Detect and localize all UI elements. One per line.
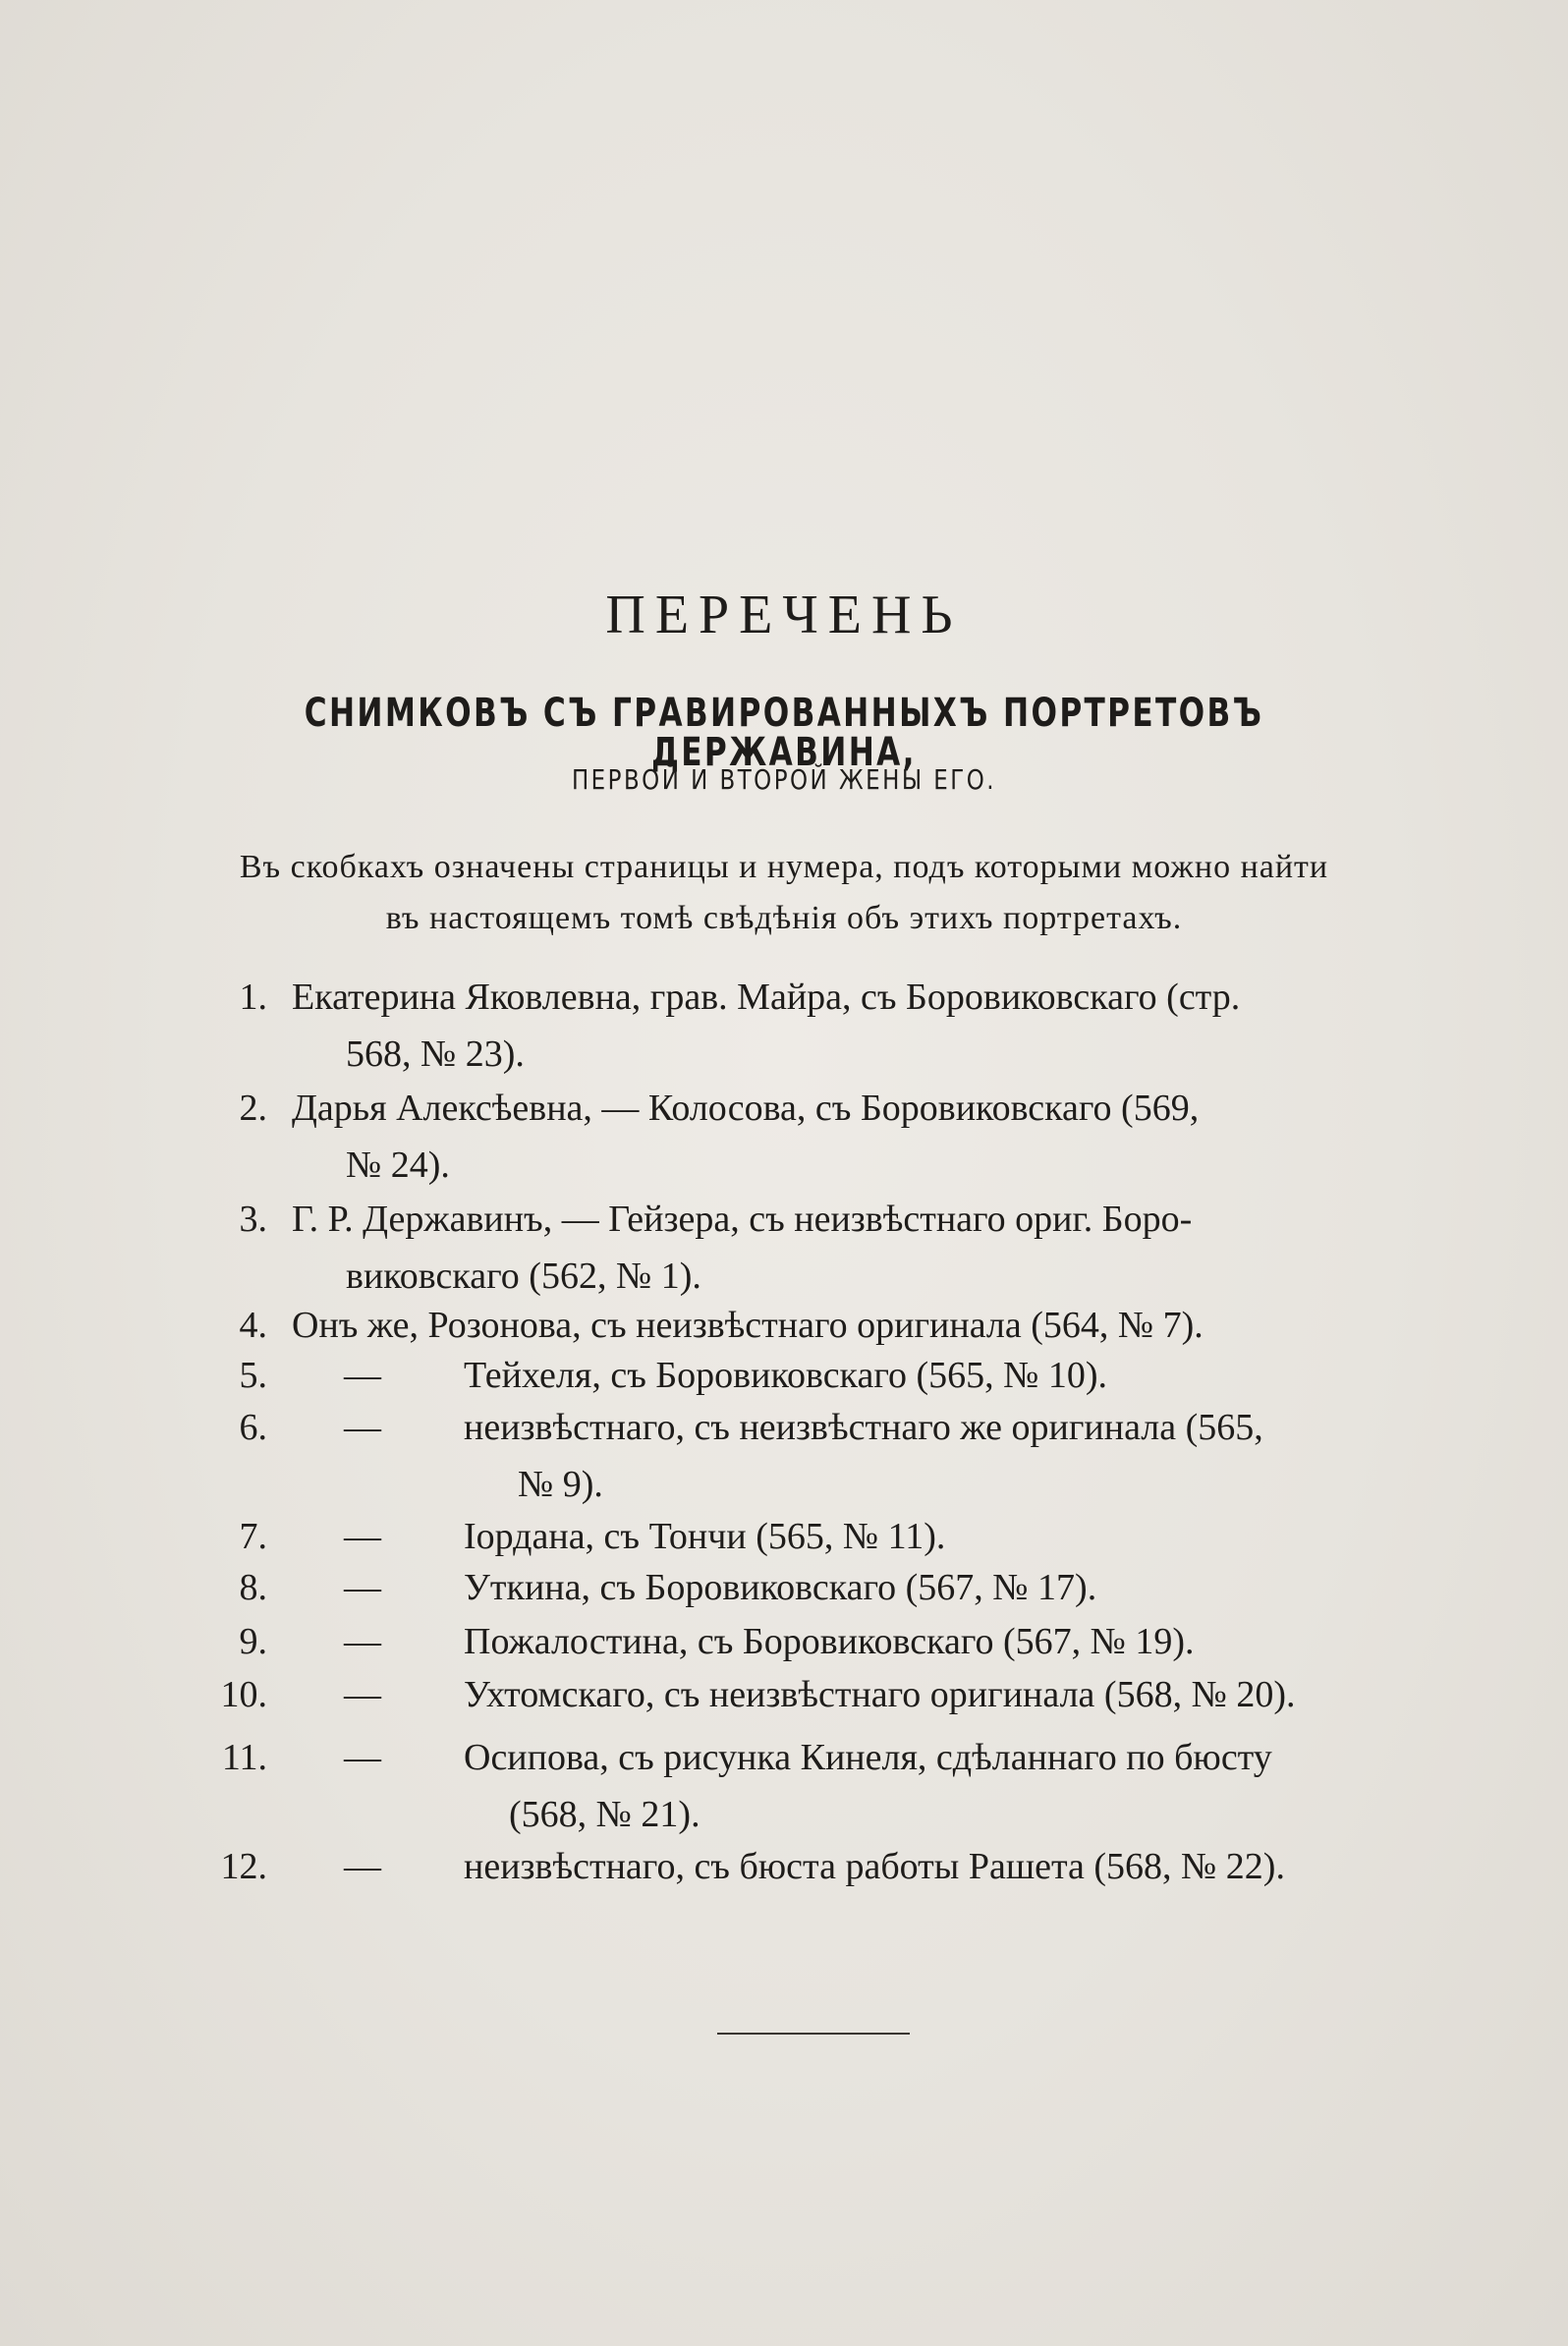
ditto-mark: — [344,1355,381,1396]
entry-number: 11. [221,1737,267,1778]
ditto-mark: — [344,1737,381,1778]
ditto-mark: — [344,1674,381,1715]
entry-number: 12. [220,1846,267,1887]
entry-text-line: Осипова, съ рисунка Кинеля, сдѣланнаго по бюсту [464,1737,1272,1778]
entry-text-line: (568, № 21). [509,1794,700,1835]
entry-number: 7. [239,1516,267,1557]
subtitle-line-1: СНИМКОВЪ СЪ ГРАВИРОВАННЫХЪ ПОРТРЕТОВЪ ДЕРЖАВИНА, [304,691,1264,775]
list-item [0,1399,1568,1517]
entry-text-line: неизвѣстнаго, съ неизвѣстнаго же оригинала (565, [464,1407,1263,1448]
list-item [0,1838,1568,1897]
subtitle-line-2: ПЕРВОЙ И ВТОРОЙ ЖЕНЫ ЕГО. [571,763,997,796]
entry-number: 3. [239,1199,267,1240]
entry-number: 6. [239,1407,267,1448]
ditto-mark: — [344,1516,381,1557]
entry-number: 9. [239,1621,267,1662]
entry-text-line: № 24). [346,1145,450,1186]
explanatory-note [0,842,1568,944]
entry-text-line: Екатерина Яковлевна, грав. Майра, съ Боровиковскаго (стр. [292,977,1241,1018]
list-item [0,1559,1568,1618]
entry-text-line: виковскаго (562, № 1). [346,1256,701,1297]
ditto-mark: — [344,1567,381,1608]
entry-text-line: Онъ же, Розонова, съ неизвѣстнаго оригинала (564, № 7). [292,1305,1204,1346]
entry-text-line: 568, № 23). [346,1033,525,1075]
entry-text-line: Уткина, съ Боровиковскаго (567, № 17). [464,1567,1097,1608]
ditto-mark: — [344,1621,381,1662]
ditto-mark: — [344,1846,381,1887]
entry-number: 8. [239,1567,267,1608]
list-item [0,1347,1568,1406]
entry-number: 1. [239,977,267,1018]
entry-text-line: Іордана, съ Тончи (565, № 11). [464,1516,946,1557]
entry-text-line: Ухтомскаго, съ неизвѣстнаго оригинала (568, № 20). [464,1674,1296,1715]
list-item [0,1666,1568,1725]
list-item [0,1508,1568,1567]
entry-text-line: Тейхеля, съ Боровиковскаго (565, № 10). [464,1355,1108,1396]
page-title: ПЕРЕЧЕНЬ [605,585,963,645]
list-item [0,1080,1568,1198]
list-item [0,969,1568,1087]
entry-text-line: неизвѣстнаго, съ бюста работы Рашета (568, № 22). [464,1846,1285,1887]
ditto-mark: — [344,1407,381,1448]
entry-number: 2. [239,1088,267,1129]
list-item [0,1729,1568,1847]
note-line-1: Въ скобкахъ означены страницы и нумера, подъ которыми можно найти [239,849,1329,885]
entry-number: 10. [220,1674,267,1715]
list-item [0,1613,1568,1672]
closing-rule [717,2033,910,2035]
entry-text-line: Г. Р. Державинъ, — Гейзера, съ неизвѣстнаго ориг. Боро- [292,1199,1193,1240]
entry-text-line: № 9). [518,1464,603,1505]
entry-number: 4. [239,1305,267,1346]
entry-number: 5. [239,1355,267,1396]
note-line-2: въ настоящемъ томѣ свѣдѣнія объ этихъ портретахъ. [385,900,1183,936]
entry-text-line: Дарья Алексѣевна, — Колосова, съ Боровиковскаго (569, [292,1088,1200,1129]
list-item [0,1191,1568,1309]
entry-text-line: Пожалостина, съ Боровиковскаго (567, № 19). [464,1621,1195,1662]
